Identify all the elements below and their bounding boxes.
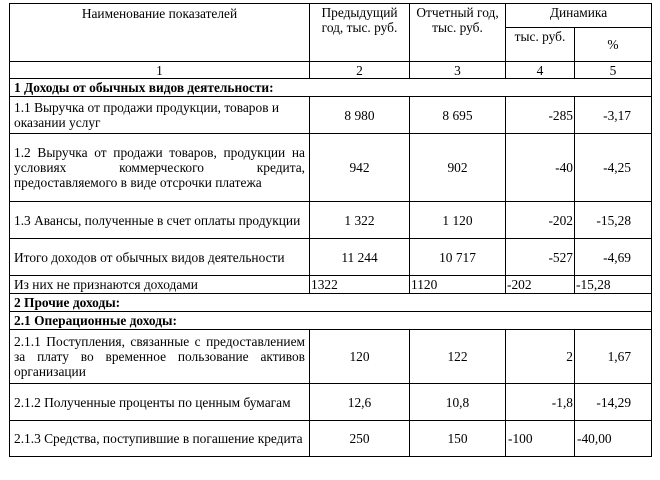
dynamics-pct-value: -4,69 bbox=[575, 239, 652, 276]
table-row bbox=[10, 202, 652, 239]
report-year-value: 10,8 bbox=[410, 384, 506, 421]
row-label: 1.1 Выручка от продажи продукции, товаров и оказании услуг bbox=[10, 97, 310, 134]
dynamics-abs-value: -40 bbox=[506, 134, 575, 202]
dynamics-pct-value: -15,28 bbox=[575, 202, 652, 239]
dynamics-pct-value: -40,00 bbox=[575, 421, 652, 457]
dynamics-pct-value: -15,28 bbox=[575, 276, 652, 294]
dynamics-abs-value: -100 bbox=[506, 421, 575, 457]
header-dynamics: Динамика bbox=[506, 4, 652, 28]
section-heading: 2 Прочие доходы: bbox=[10, 294, 652, 312]
report-year-value: 1 120 bbox=[410, 202, 506, 239]
column-number: 1 bbox=[10, 62, 310, 79]
dynamics-abs-value: -527 bbox=[506, 239, 575, 276]
column-number: 4 bbox=[506, 62, 575, 79]
section-heading-row bbox=[10, 79, 652, 97]
subsection-heading-row bbox=[10, 312, 652, 330]
table-row bbox=[10, 384, 652, 421]
column-number-row bbox=[10, 62, 652, 79]
header-percent: % bbox=[575, 28, 652, 62]
header-report-year: Отчетный год, тыс. руб. bbox=[410, 4, 506, 62]
table-row bbox=[10, 97, 652, 134]
header-thousand-rub: тыс. руб. bbox=[506, 28, 575, 62]
row-label: 2.1.2 Полученные проценты по ценным бумагам bbox=[10, 384, 310, 421]
row-label: 1.3 Авансы, полученные в счет оплаты продукции bbox=[10, 202, 310, 239]
income-table bbox=[9, 3, 652, 457]
row-label: 2.1.1 Поступления, связанные с предоставлением за плату во временное пользование активов организации bbox=[10, 330, 310, 384]
table-row bbox=[10, 239, 652, 276]
row-label: 2.1.3 Средства, поступившие в погашение кредита bbox=[10, 421, 310, 457]
dynamics-abs-value: 2 bbox=[506, 330, 575, 384]
dynamics-pct-value: -3,17 bbox=[575, 97, 652, 134]
prev-year-value: 250 bbox=[310, 421, 410, 457]
prev-year-value: 8 980 bbox=[310, 97, 410, 134]
row-label: 1.2 Выручка от продажи товаров, продукции на условиях коммерческого кредита, предоставляемого в виде отсрочки платежа bbox=[10, 134, 310, 202]
dynamics-pct-value: -4,25 bbox=[575, 134, 652, 202]
table-row bbox=[10, 330, 652, 384]
report-year-value: 8 695 bbox=[410, 97, 506, 134]
dynamics-abs-value: -202 bbox=[506, 276, 575, 294]
row-label: Из них не признаются доходами bbox=[10, 276, 310, 294]
section-heading-row bbox=[10, 294, 652, 312]
dynamics-abs-value: -285 bbox=[506, 97, 575, 134]
report-year-value: 150 bbox=[410, 421, 506, 457]
prev-year-value: 11 244 bbox=[310, 239, 410, 276]
dynamics-abs-value: -1,8 bbox=[506, 384, 575, 421]
table-row bbox=[10, 421, 652, 457]
table-row bbox=[10, 276, 652, 294]
section-heading: 1 Доходы от обычных видов деятельности: bbox=[10, 79, 652, 97]
dynamics-abs-value: -202 bbox=[506, 202, 575, 239]
dynamics-pct-value: -14,29 bbox=[575, 384, 652, 421]
column-number: 5 bbox=[575, 62, 652, 79]
header-row-top bbox=[10, 4, 652, 28]
column-number: 3 bbox=[410, 62, 506, 79]
column-number: 2 bbox=[310, 62, 410, 79]
header-indicator-name: Наименование показателей bbox=[10, 4, 310, 62]
prev-year-value: 120 bbox=[310, 330, 410, 384]
report-year-value: 1120 bbox=[410, 276, 506, 294]
prev-year-value: 1322 bbox=[310, 276, 410, 294]
report-year-value: 122 bbox=[410, 330, 506, 384]
row-label: Итого доходов от обычных видов деятельности bbox=[10, 239, 310, 276]
header-prev-year: Предыдущий год, тыс. руб. bbox=[310, 4, 410, 62]
report-year-value: 902 bbox=[410, 134, 506, 202]
prev-year-value: 12,6 bbox=[310, 384, 410, 421]
prev-year-value: 942 bbox=[310, 134, 410, 202]
prev-year-value: 1 322 bbox=[310, 202, 410, 239]
table-row bbox=[10, 134, 652, 202]
subsection-heading: 2.1 Операционные доходы: bbox=[10, 312, 652, 330]
report-year-value: 10 717 bbox=[410, 239, 506, 276]
dynamics-pct-value: 1,67 bbox=[575, 330, 652, 384]
